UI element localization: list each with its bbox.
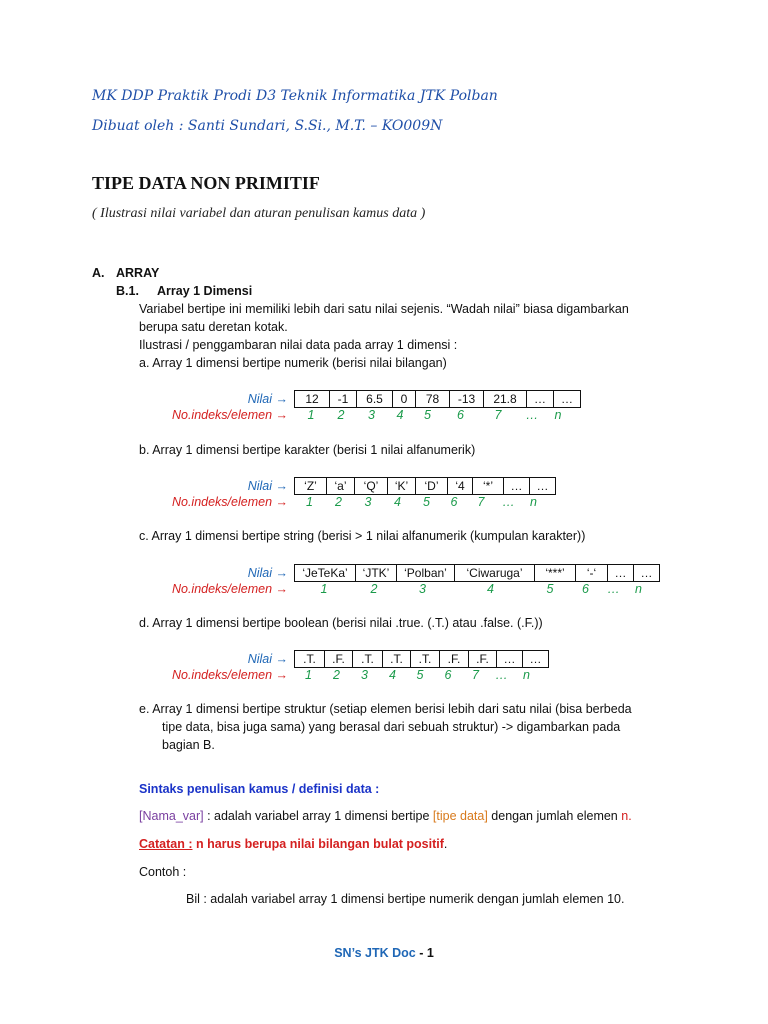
nilai-label: Nilai →	[247, 652, 288, 666]
item-e-line3: bagian B.	[162, 738, 215, 752]
char-array-cell: ‘4	[448, 477, 473, 495]
definition-text-1: : adalah variabel array 1 dimensi bertipe	[203, 809, 433, 823]
section-a-label: ARRAY	[116, 266, 160, 280]
numeric-array-index: 2	[337, 408, 345, 422]
char-array-cell: ‘K’	[388, 477, 416, 495]
boolean-array-cell: .F.	[469, 650, 497, 668]
string-array-cell: ‘-‘	[576, 564, 608, 582]
boolean-array-index: 3	[361, 668, 368, 682]
numeric-array-cell: …	[527, 390, 554, 408]
boolean-index-row	[98, 667, 539, 683]
n-token: n.	[621, 809, 632, 823]
numeric-array-cell: 0	[393, 390, 416, 408]
string-array-cell: …	[634, 564, 660, 582]
string-array-cell: ‘Ciwaruga’	[455, 564, 535, 582]
numeric-array-index: 7	[494, 408, 502, 422]
string-value-row	[98, 564, 660, 582]
char-array-cell: ‘*’	[473, 477, 504, 495]
page-number: 1	[426, 946, 434, 960]
boolean-value-row	[98, 650, 549, 668]
char-array-cell: ‘D’	[416, 477, 448, 495]
char-array-cells	[294, 477, 556, 495]
boolean-array-cell: …	[497, 650, 523, 668]
char-index-row	[98, 494, 546, 510]
numeric-array-cell: 6.5	[357, 390, 393, 408]
definition-text-2: dengan jumlah elemen	[487, 809, 622, 823]
boolean-array-index: …	[495, 668, 508, 682]
section-b1-label: Array 1 Dimensi	[157, 284, 253, 298]
numeric-array-cells	[294, 390, 581, 408]
char-array-index: 7	[477, 495, 485, 509]
boolean-array-cell: .T.	[411, 650, 440, 668]
boolean-array-cell: .T.	[353, 650, 383, 668]
contoh-example: Bil : adalah variabel array 1 dimensi bertipe numerik dengan jumlah elemen 10.	[186, 892, 625, 906]
boolean-array-cell: .F.	[440, 650, 469, 668]
string-array-index: 2	[370, 582, 378, 596]
char-array-index: 4	[394, 495, 401, 509]
boolean-array-cell: .F.	[325, 650, 353, 668]
boolean-array-cell: …	[523, 650, 549, 668]
string-array-cell: ‘Polban’	[397, 564, 455, 582]
boolean-array-index: 4	[389, 668, 396, 682]
numeric-array-index: n	[554, 408, 562, 422]
char-value-row	[98, 477, 556, 495]
char-array-cell: ‘a’	[327, 477, 355, 495]
string-index-row	[98, 581, 651, 597]
nilai-label: Nilai →	[247, 566, 288, 580]
item-e-line2: tipe data, bisa juga sama) yang berasal dari sebuah struktur) -> digambarkan pada	[162, 720, 621, 734]
boolean-array-cell: .T.	[383, 650, 411, 668]
numeric-value-row	[98, 390, 581, 408]
page-title: TIPE DATA NON PRIMITIF	[92, 173, 320, 193]
numeric-array-cell: 12	[295, 390, 330, 408]
string-array-cell: ‘***’	[535, 564, 576, 582]
numeric-index-row	[98, 407, 571, 423]
char-array-cell: ‘Z’	[295, 477, 327, 495]
item-a-numeric: a. Array 1 dimensi bertipe numerik (berisi nilai bilangan)	[139, 356, 447, 370]
catatan-text: harus berupa nilai bilangan bulat positif	[203, 837, 444, 851]
boolean-array-index: 5	[416, 668, 424, 682]
boolean-array-index: 7	[472, 668, 479, 682]
char-array-indices	[294, 494, 546, 510]
author-header: Dibuat oleh : Santi Sundari, S.Si., M.T. – KO009N	[92, 118, 443, 134]
catatan-label: Catatan :	[139, 837, 193, 851]
string-array-index: n	[635, 582, 642, 596]
item-d-boolean: d. Array 1 dimensi bertipe boolean (berisi nilai .true. (.T.) atau .false. (.F.))	[139, 616, 543, 630]
boolean-array-cells	[294, 650, 549, 668]
index-label: No.indeks/elemen →	[171, 668, 288, 682]
numeric-array-cell: 21.8	[484, 390, 527, 408]
char-array-index: 5	[423, 495, 430, 509]
numeric-array-cell: -13	[450, 390, 484, 408]
item-b-char: b. Array 1 dimensi bertipe karakter (berisi 1 nilai alfanumerik)	[139, 443, 476, 457]
char-array-index: 3	[364, 495, 372, 509]
page-subtitle: ( Ilustrasi nilai variabel dan aturan penulisan kamus data )	[92, 206, 426, 221]
catatan-note	[139, 837, 447, 851]
syntax-heading: Sintaks penulisan kamus / definisi data :	[139, 782, 380, 796]
syntax-definition	[139, 809, 632, 823]
section-b1-marker: B.1.	[116, 284, 139, 298]
boolean-array-indices	[294, 667, 539, 683]
char-array-index: …	[502, 495, 515, 509]
string-array-cell: ‘JeTeKa’	[295, 564, 356, 582]
string-array-index: 6	[582, 582, 589, 596]
intro-paragraph-line3: Ilustrasi / penggambaran nilai data pada array 1 dimensi :	[139, 338, 458, 352]
numeric-array-cell: 78	[416, 390, 450, 408]
string-array-index: 5	[546, 582, 554, 596]
numeric-array-indices	[294, 407, 571, 423]
numeric-array-cell: -1	[330, 390, 357, 408]
string-array-index: …	[607, 582, 620, 596]
numeric-array-index: 1	[307, 408, 315, 422]
string-array-index: 1	[320, 582, 328, 596]
numeric-array-index: 5	[424, 408, 431, 422]
nilai-label: Nilai →	[247, 392, 288, 406]
boolean-array-cell: .T.	[295, 650, 325, 668]
string-array-cell: …	[608, 564, 634, 582]
tipe-data-token: [tipe data]	[432, 809, 488, 823]
page-footer	[0, 946, 768, 960]
string-array-cells	[294, 564, 660, 582]
footer-separator: -	[415, 946, 427, 960]
char-array-index: 6	[450, 495, 458, 509]
string-array-indices	[294, 581, 651, 597]
string-array-index: 4	[487, 582, 494, 596]
char-array-cell: …	[530, 477, 556, 495]
char-array-cell: ‘Q’	[355, 477, 388, 495]
numeric-array-index: 3	[368, 408, 375, 422]
catatan-period: .	[443, 837, 448, 851]
char-array-index: 1	[306, 495, 313, 509]
char-array-index: 2	[335, 495, 342, 509]
course-header: MK DDP Praktik Prodi D3 Teknik Informatika JTK Polban	[92, 88, 498, 104]
string-array-index: 3	[419, 582, 426, 596]
numeric-array-index: …	[525, 408, 539, 422]
char-array-index: n	[530, 495, 537, 509]
contoh-label: Contoh :	[139, 865, 187, 879]
numeric-array-cell: …	[554, 390, 581, 408]
nilai-label: Nilai →	[247, 479, 288, 493]
boolean-array-index: 1	[305, 668, 312, 682]
numeric-array-index: 6	[457, 408, 464, 422]
item-e-line1: e. Array 1 dimensi bertipe struktur (setiap elemen berisi lebih dari satu nilai (bisa berbeda	[139, 702, 632, 716]
section-a-marker: A.	[92, 266, 105, 280]
boolean-array-index: 6	[444, 668, 452, 682]
index-label: No.indeks/elemen →	[171, 408, 288, 422]
intro-paragraph-line2: berupa satu deretan kotak.	[139, 320, 288, 334]
string-array-cell: ‘JTK’	[356, 564, 397, 582]
boolean-array-index: n	[523, 668, 530, 682]
index-label: No.indeks/elemen →	[171, 495, 288, 509]
nama-var-token: [Nama_var]	[139, 809, 204, 823]
footer-text: SN’s JTK Doc	[334, 946, 416, 960]
intro-paragraph-line1: Variabel bertipe ini memiliki lebih dari satu nilai sejenis. “Wadah nilai” biasa digambarkan	[139, 302, 629, 316]
item-c-string: c. Array 1 dimensi bertipe string (berisi > 1 nilai alfanumerik (kumpulan karakter))	[139, 529, 586, 543]
boolean-array-index: 2	[333, 668, 340, 682]
char-array-cell: …	[504, 477, 530, 495]
numeric-array-index: 4	[396, 408, 404, 422]
catatan-n: n	[192, 837, 204, 851]
index-label: No.indeks/elemen →	[171, 582, 288, 596]
